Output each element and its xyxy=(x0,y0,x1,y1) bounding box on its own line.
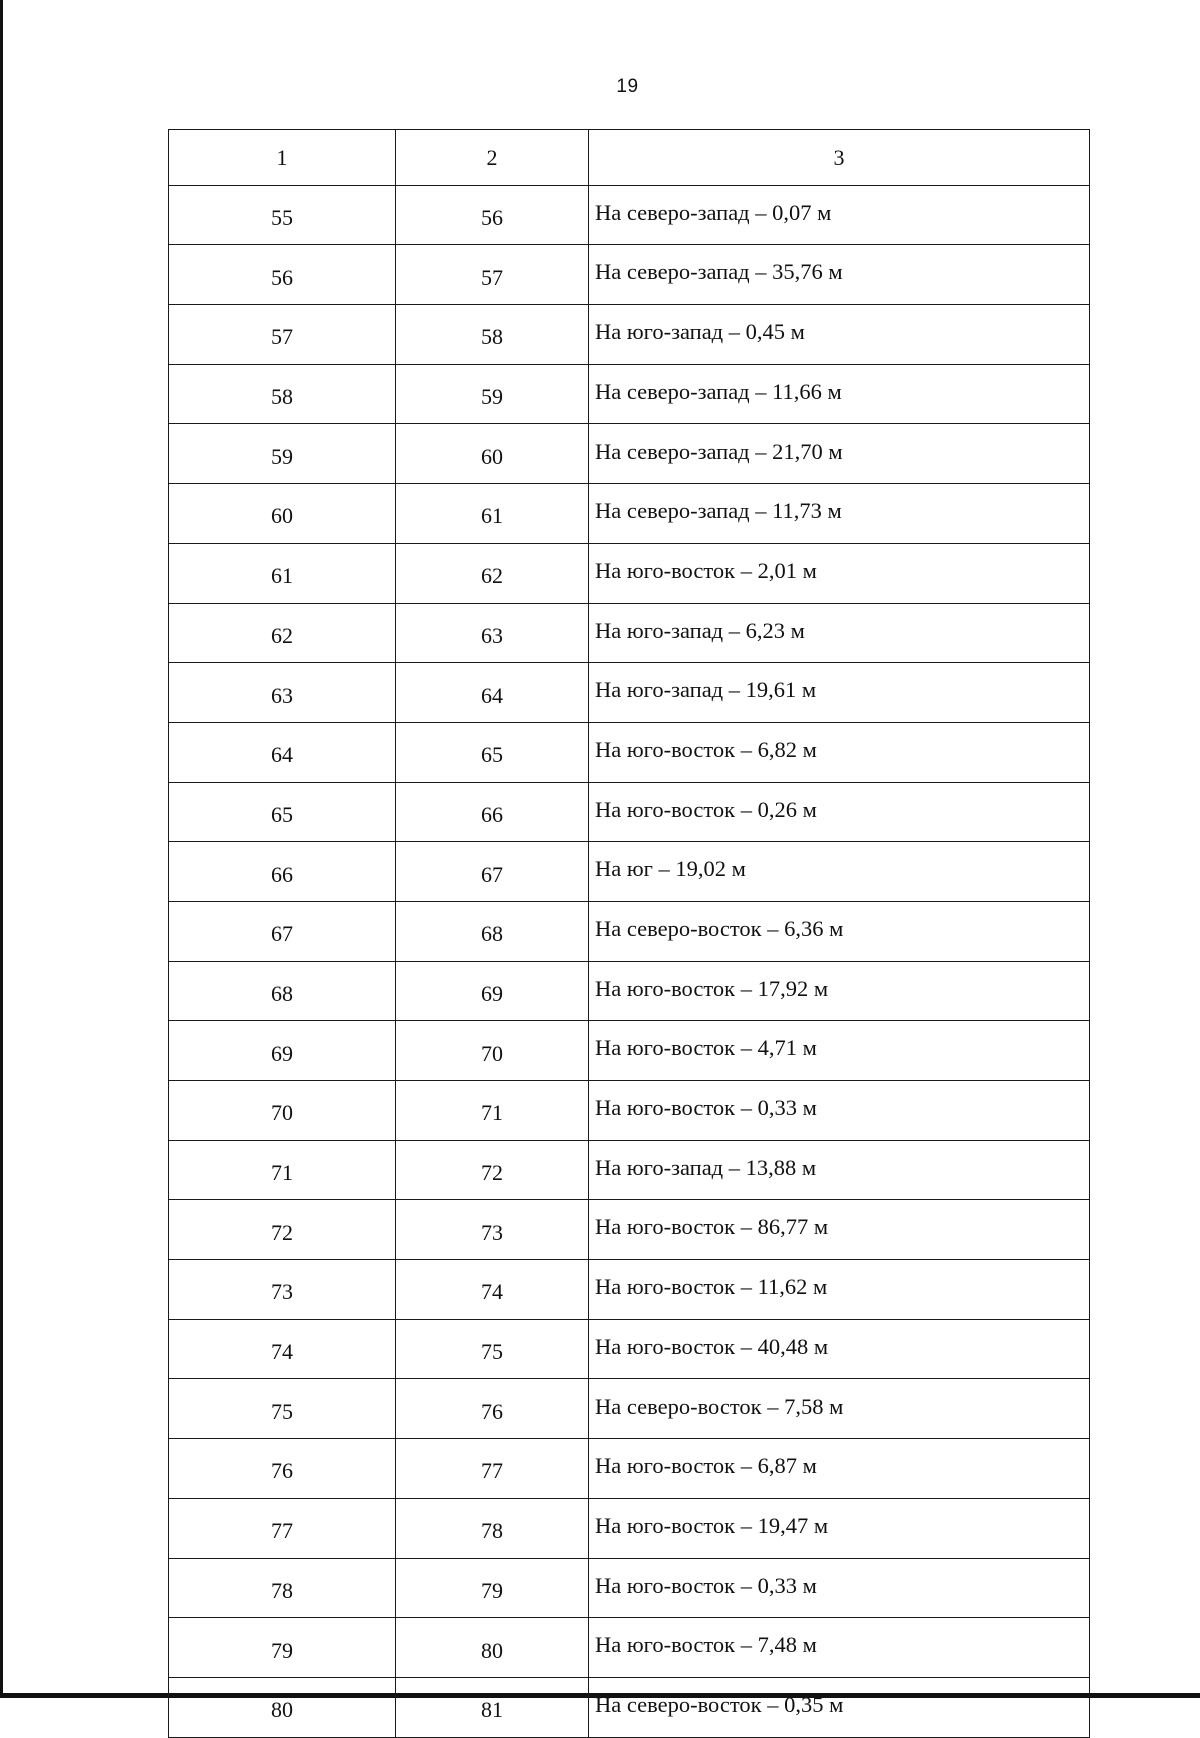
to-point-cell: 63 xyxy=(396,603,589,663)
direction-distance-cell: На юго-восток – 11,62 м xyxy=(589,1260,1090,1320)
from-point-cell: 58 xyxy=(169,364,396,424)
from-point-cell: 56 xyxy=(169,245,396,305)
table-row xyxy=(169,305,1090,365)
from-point-cell: 78 xyxy=(169,1558,396,1618)
to-point-cell: 73 xyxy=(396,1200,589,1260)
to-point-cell: 69 xyxy=(396,961,589,1021)
to-point-cell: 72 xyxy=(396,1140,589,1200)
from-point-cell: 69 xyxy=(169,1021,396,1081)
direction-distance-cell: На северо-восток – 0,35 м xyxy=(589,1677,1090,1737)
column-header-3: 3 xyxy=(589,130,1090,186)
to-point-cell: 60 xyxy=(396,424,589,484)
from-point-cell: 65 xyxy=(169,782,396,842)
table-row xyxy=(169,1200,1090,1260)
to-point-cell: 57 xyxy=(396,245,589,305)
to-point-cell: 74 xyxy=(396,1260,589,1320)
direction-distance-cell: На юго-восток – 2,01 м xyxy=(589,543,1090,603)
to-point-cell: 66 xyxy=(396,782,589,842)
column-header-1: 1 xyxy=(169,130,396,186)
to-point-cell: 76 xyxy=(396,1379,589,1439)
from-point-cell: 60 xyxy=(169,484,396,544)
to-point-cell: 77 xyxy=(396,1439,589,1499)
table-row xyxy=(169,185,1090,245)
to-point-cell: 75 xyxy=(396,1319,589,1379)
to-point-cell: 61 xyxy=(396,484,589,544)
to-point-cell: 78 xyxy=(396,1498,589,1558)
direction-distance-cell: На юго-восток – 0,26 м xyxy=(589,782,1090,842)
from-point-cell: 62 xyxy=(169,603,396,663)
table-row xyxy=(169,1558,1090,1618)
table-row xyxy=(169,782,1090,842)
table-row xyxy=(169,901,1090,961)
from-point-cell: 70 xyxy=(169,1081,396,1141)
table-row xyxy=(169,663,1090,723)
from-point-cell: 68 xyxy=(169,961,396,1021)
to-point-cell: 68 xyxy=(396,901,589,961)
table-row xyxy=(169,1319,1090,1379)
direction-distance-cell: На юго-восток – 0,33 м xyxy=(589,1081,1090,1141)
table-row xyxy=(169,1379,1090,1439)
direction-distance-cell: На северо-запад – 11,66 м xyxy=(589,364,1090,424)
from-point-cell: 76 xyxy=(169,1439,396,1499)
table-row xyxy=(169,484,1090,544)
direction-distance-cell: На северо-запад – 21,70 м xyxy=(589,424,1090,484)
direction-distance-cell: На юго-восток – 19,47 м xyxy=(589,1498,1090,1558)
table-row xyxy=(169,1618,1090,1678)
from-point-cell: 75 xyxy=(169,1379,396,1439)
direction-distance-cell: На юго-восток – 6,82 м xyxy=(589,722,1090,782)
table-header-row xyxy=(169,130,1090,186)
table-row xyxy=(169,424,1090,484)
from-point-cell: 71 xyxy=(169,1140,396,1200)
column-header-2: 2 xyxy=(396,130,589,186)
direction-distance-cell: На северо-восток – 7,58 м xyxy=(589,1379,1090,1439)
direction-distance-cell: На юго-восток – 86,77 м xyxy=(589,1200,1090,1260)
direction-distance-cell: На юго-запад – 13,88 м xyxy=(589,1140,1090,1200)
page-number: 19 xyxy=(616,76,639,97)
direction-distance-cell: На юго-восток – 4,71 м xyxy=(589,1021,1090,1081)
table-row xyxy=(169,1677,1090,1737)
direction-distance-cell: На юго-восток – 40,48 м xyxy=(589,1319,1090,1379)
direction-distance-cell: На юго-запад – 19,61 м xyxy=(589,663,1090,723)
from-point-cell: 66 xyxy=(169,842,396,902)
table-row xyxy=(169,1081,1090,1141)
to-point-cell: 64 xyxy=(396,663,589,723)
from-point-cell: 67 xyxy=(169,901,396,961)
from-point-cell: 73 xyxy=(169,1260,396,1320)
direction-distance-cell: На юг – 19,02 м xyxy=(589,842,1090,902)
table-row xyxy=(169,1260,1090,1320)
to-point-cell: 58 xyxy=(396,305,589,365)
to-point-cell: 80 xyxy=(396,1618,589,1678)
from-point-cell: 55 xyxy=(169,185,396,245)
from-point-cell: 79 xyxy=(169,1618,396,1678)
to-point-cell: 59 xyxy=(396,364,589,424)
table-row xyxy=(169,364,1090,424)
from-point-cell: 61 xyxy=(169,543,396,603)
from-point-cell: 64 xyxy=(169,722,396,782)
from-point-cell: 80 xyxy=(169,1677,396,1737)
direction-distance-cell: На северо-запад – 35,76 м xyxy=(589,245,1090,305)
from-point-cell: 59 xyxy=(169,424,396,484)
direction-distance-cell: На северо-запад – 11,73 м xyxy=(589,484,1090,544)
table-row xyxy=(169,245,1090,305)
from-point-cell: 74 xyxy=(169,1319,396,1379)
direction-distance-cell: На северо-восток – 6,36 м xyxy=(589,901,1090,961)
direction-distance-cell: На северо-запад – 0,07 м xyxy=(589,185,1090,245)
direction-distance-cell: На юго-запад – 6,23 м xyxy=(589,603,1090,663)
table-body xyxy=(169,185,1090,1737)
boundary-table xyxy=(168,129,1090,1738)
direction-distance-cell: На юго-восток – 0,33 м xyxy=(589,1558,1090,1618)
from-point-cell: 57 xyxy=(169,305,396,365)
to-point-cell: 62 xyxy=(396,543,589,603)
direction-distance-cell: На юго-восток – 17,92 м xyxy=(589,961,1090,1021)
table-row xyxy=(169,842,1090,902)
from-point-cell: 72 xyxy=(169,1200,396,1260)
table-row xyxy=(169,961,1090,1021)
to-point-cell: 71 xyxy=(396,1081,589,1141)
to-point-cell: 81 xyxy=(396,1677,589,1737)
table-row xyxy=(169,1140,1090,1200)
to-point-cell: 56 xyxy=(396,185,589,245)
table-row xyxy=(169,722,1090,782)
table-row xyxy=(169,1439,1090,1499)
from-point-cell: 77 xyxy=(169,1498,396,1558)
direction-distance-cell: На юго-запад – 0,45 м xyxy=(589,305,1090,365)
to-point-cell: 65 xyxy=(396,722,589,782)
table-row xyxy=(169,1498,1090,1558)
from-point-cell: 63 xyxy=(169,663,396,723)
to-point-cell: 67 xyxy=(396,842,589,902)
direction-distance-cell: На юго-восток – 7,48 м xyxy=(589,1618,1090,1678)
direction-distance-cell: На юго-восток – 6,87 м xyxy=(589,1439,1090,1499)
to-point-cell: 79 xyxy=(396,1558,589,1618)
table-row xyxy=(169,1021,1090,1081)
scan-edge-left xyxy=(0,0,3,1698)
to-point-cell: 70 xyxy=(396,1021,589,1081)
table-row xyxy=(169,543,1090,603)
table-row xyxy=(169,603,1090,663)
